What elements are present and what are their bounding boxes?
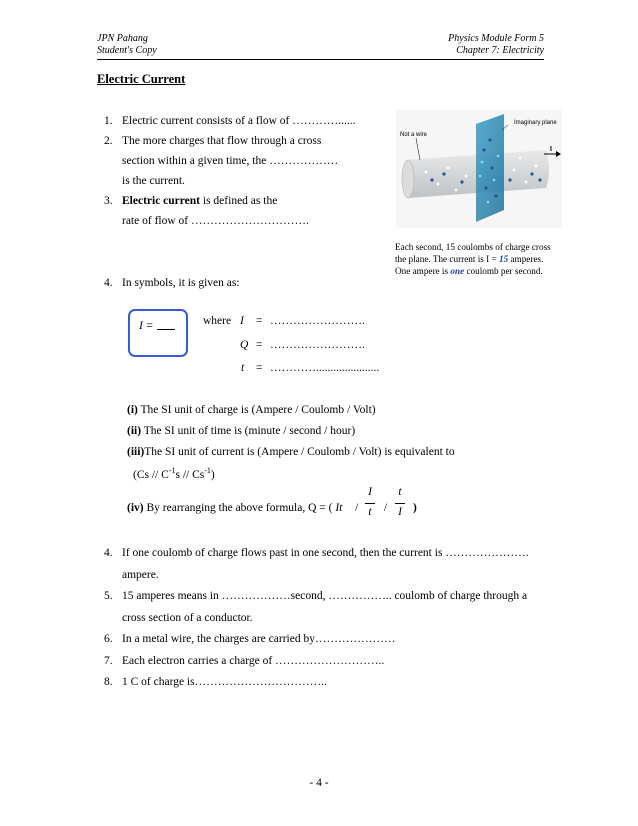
- formula-equals: =: [256, 362, 263, 374]
- sub-item-i: [127, 404, 376, 416]
- item-number: 1.: [104, 115, 113, 127]
- option-fraction-2-numerator[interactable]: t: [398, 486, 402, 498]
- item-1-text: Electric current consists of a flow of …………......: [122, 115, 356, 127]
- formula-equals: =: [256, 315, 263, 327]
- question-5-line2: cross section of a conductor.: [122, 612, 253, 624]
- sub-item-label: (ii): [127, 425, 142, 437]
- formula-box-text: I =: [139, 320, 154, 332]
- question-4-text[interactable]: If one coulomb of charge flows past in one second, then the current is ………………….: [122, 547, 529, 559]
- formula-equals: =: [256, 339, 263, 351]
- section-title: Electric Current: [97, 72, 186, 86]
- sub-item-ii-text[interactable]: The SI unit of time is (minute / second / hour): [141, 425, 356, 437]
- sub-item-i-text[interactable]: The SI unit of charge is (Ampere / Coulomb / Volt): [137, 404, 376, 416]
- caption-line-1: Each second, 15 coulombs of charge cross: [395, 242, 551, 252]
- sub-item-iii: [127, 446, 455, 458]
- caption-line-3: [395, 265, 595, 277]
- caption-text: One ampere is: [395, 266, 451, 276]
- header-left: [97, 33, 157, 57]
- caption-emphasis-15: 15: [499, 254, 509, 264]
- header-copy: Student's Copy: [97, 45, 157, 56]
- item-3-bold: Electric current: [122, 195, 201, 207]
- sub-item-iii-text[interactable]: The SI unit of current is (Ampere / Coulomb / Volt) is equivalent to: [144, 446, 455, 458]
- formula-blank-Q[interactable]: …………………….: [270, 339, 365, 351]
- question-5-text[interactable]: 15 amperes means in ………………second, …………….. coulomb of charge through a: [122, 590, 528, 602]
- question-8-text[interactable]: 1 C of charge is……………………………..: [122, 676, 327, 688]
- item-number: 2.: [104, 135, 113, 147]
- item-3-rest: is defined as the: [200, 195, 278, 207]
- sub-item-label: (iv): [127, 502, 144, 514]
- formula-blank-t[interactable]: …………......................: [270, 362, 380, 374]
- item-number: 4.: [104, 277, 113, 289]
- option-separator: /: [384, 502, 388, 514]
- caption-text: the plane. The current is I =: [395, 254, 499, 264]
- page-number: - 4 -: [309, 777, 329, 789]
- option-close-paren: ): [413, 502, 417, 514]
- current-flow-figure: [396, 110, 562, 228]
- formula-where: where: [203, 315, 232, 327]
- unit-text: s // Cs: [175, 468, 205, 481]
- item-number: 8.: [104, 676, 113, 688]
- item-3-line2: rate of flow of ………………………….: [122, 215, 309, 227]
- question-7-text[interactable]: Each electron carries a charge of ………………………..: [122, 655, 385, 667]
- unit-text: (Cs // C: [133, 468, 169, 481]
- caption-line-2: [395, 253, 595, 265]
- option-fraction-1-numerator[interactable]: I: [368, 486, 372, 498]
- question-6-text[interactable]: In a metal wire, the charges are carried by…………………: [122, 633, 396, 645]
- sub-item-iv-text: By rearranging the above formula, Q = (: [143, 502, 336, 514]
- option-It[interactable]: It: [335, 502, 343, 514]
- header-right: [380, 33, 544, 57]
- item-number: 3.: [104, 195, 113, 207]
- item-2-line2: section within a given time, the ………………: [122, 155, 339, 167]
- header-rule: [97, 59, 544, 60]
- formula-symbol-t: t: [241, 362, 245, 374]
- sub-item-ii: [127, 425, 355, 437]
- formula-symbol-Q: Q: [240, 339, 249, 351]
- sub-item-iii-units[interactable]: [133, 466, 215, 481]
- caption-emphasis-one: one: [450, 266, 465, 276]
- item-number: 6.: [104, 633, 113, 645]
- figure-label-not-a-wire: Not a wire: [400, 132, 428, 138]
- figure-label-current: I: [550, 146, 552, 153]
- item-4-text: In symbols, it is given as:: [122, 277, 240, 289]
- item-number: 5.: [104, 590, 113, 602]
- sub-item-iv: [127, 502, 342, 514]
- sub-item-label: (i): [127, 404, 138, 416]
- item-3-line1: [122, 195, 277, 207]
- option-fraction-2-denominator[interactable]: I: [398, 506, 402, 518]
- formula-fraction-bar[interactable]: [157, 329, 175, 330]
- unit-text: ): [210, 468, 215, 481]
- option-fraction-2-bar: [395, 503, 405, 504]
- header-org: JPN Pahang: [97, 33, 148, 44]
- caption-text: coulomb per second.: [464, 266, 543, 276]
- item-2-line1: The more charges that flow through a cross: [122, 135, 322, 147]
- question-4-line2: ampere.: [122, 569, 159, 581]
- unit-superscript: -1: [168, 466, 176, 475]
- figure-label-imaginary-plane: Imaginary plane: [514, 120, 557, 126]
- header-chapter: Chapter 7: Electricity: [456, 45, 544, 56]
- formula-symbol-I: I: [240, 315, 244, 327]
- header-module: Physics Module Form 5: [448, 33, 544, 44]
- item-number: 4.: [104, 547, 113, 559]
- formula-blank-I[interactable]: …………………….: [270, 315, 365, 327]
- figure-caption: [395, 241, 595, 277]
- option-separator: /: [355, 502, 359, 514]
- imaginary-plane-illustration: [396, 110, 562, 228]
- item-2-line3: is the current.: [122, 175, 185, 187]
- item-number: 7.: [104, 655, 113, 667]
- sub-item-label: (iii): [127, 446, 145, 458]
- option-fraction-1-denominator[interactable]: t: [368, 506, 372, 518]
- caption-text: amperes.: [508, 254, 544, 264]
- formula-box: [128, 309, 188, 357]
- option-fraction-1-bar: [365, 503, 375, 504]
- unit-superscript: -1: [204, 466, 211, 475]
